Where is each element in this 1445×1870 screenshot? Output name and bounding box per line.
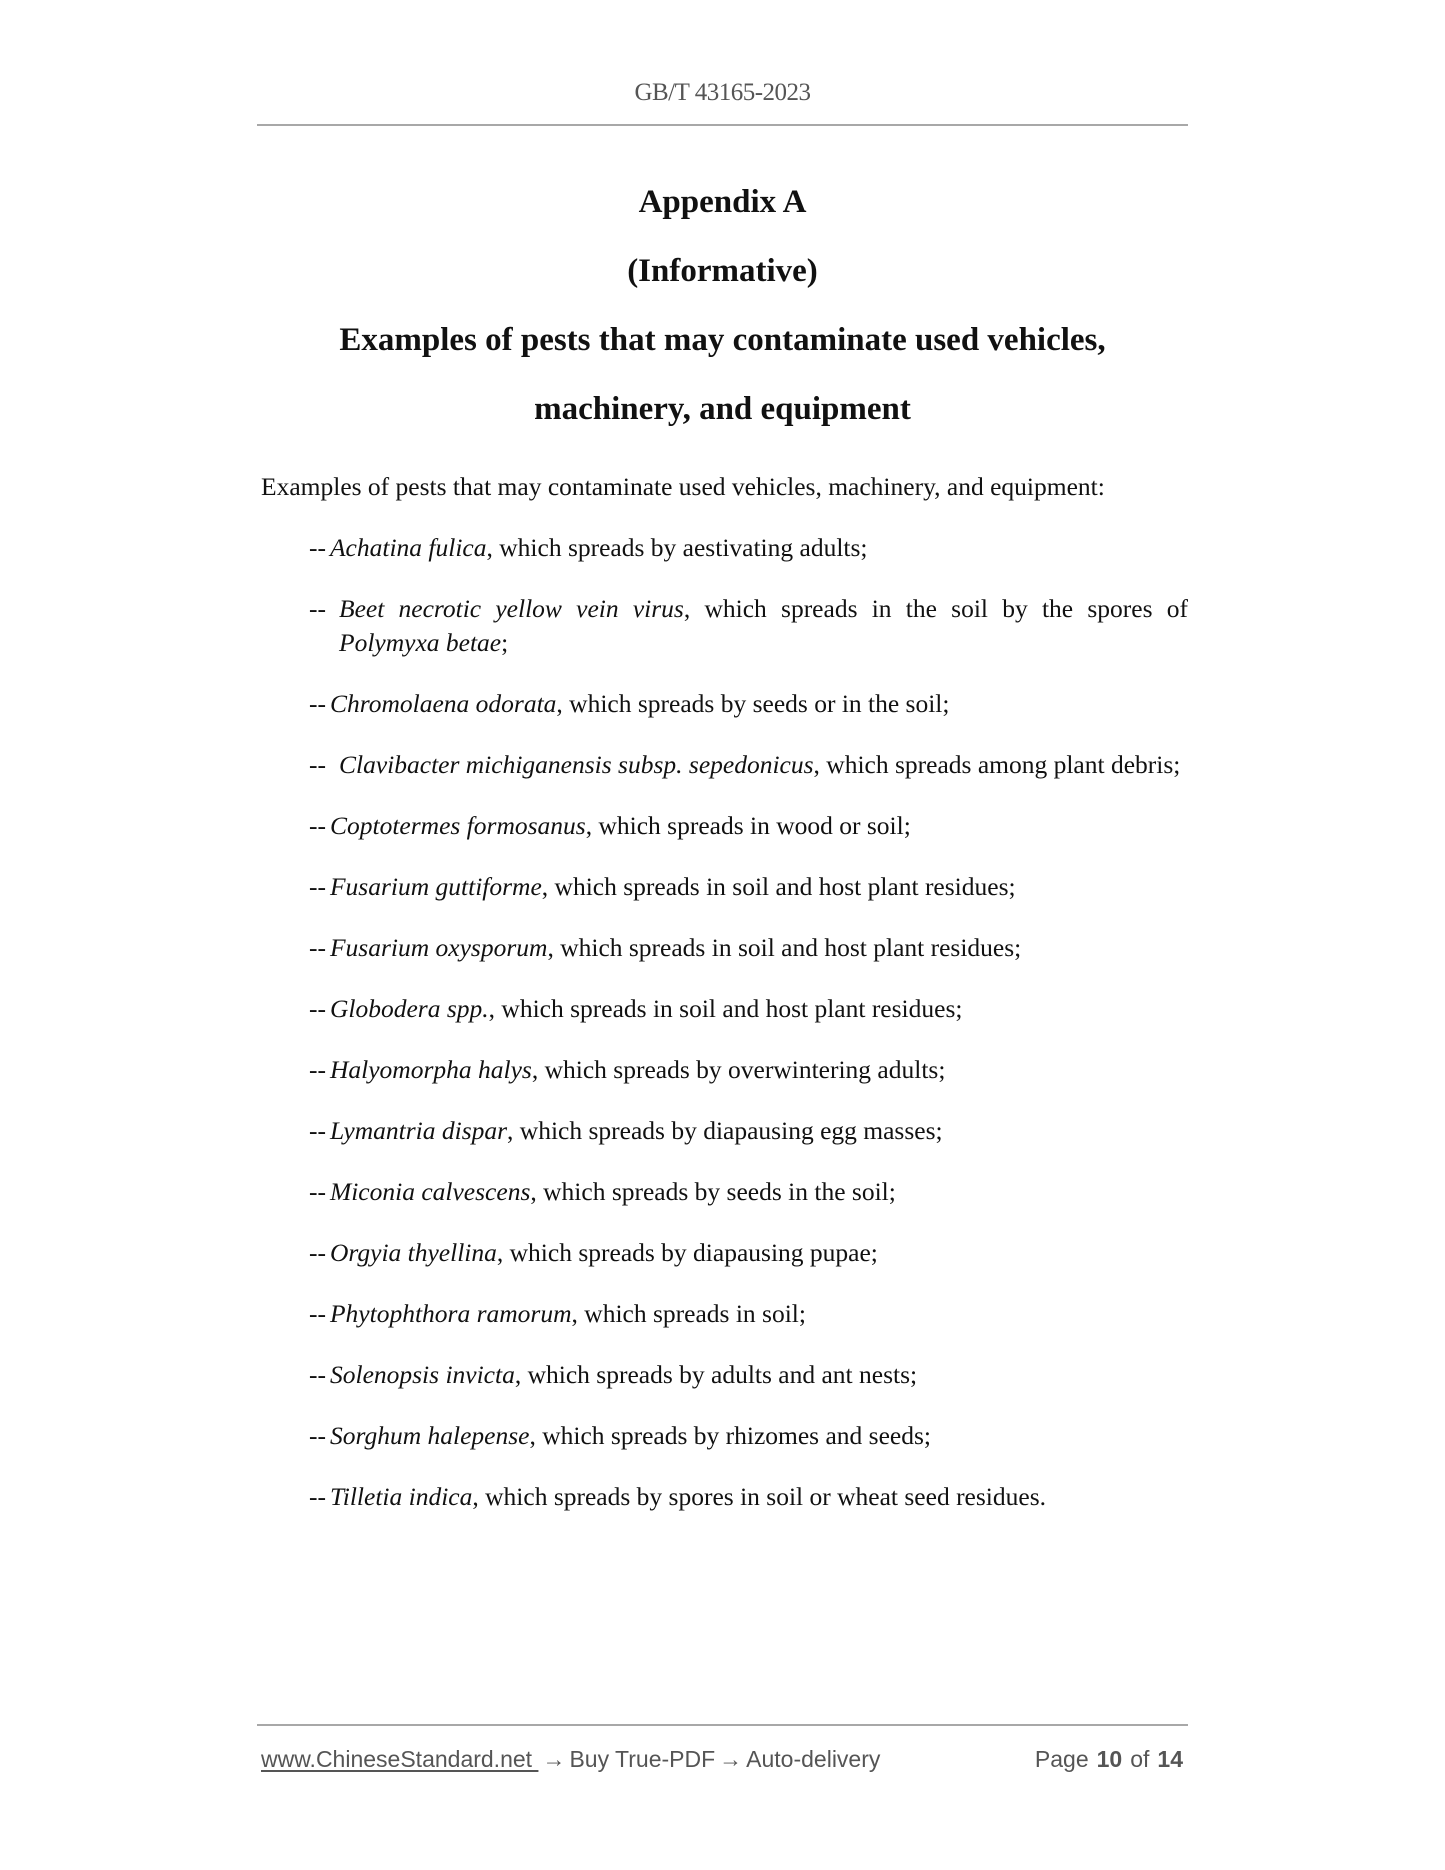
list-item xyxy=(261,870,1188,904)
item-description: , which spreads by overwintering adults; xyxy=(531,1055,946,1084)
bullet-dash: -- xyxy=(309,1116,326,1145)
species-name: Fusarium oxysporum xyxy=(329,933,548,962)
species-name: Orgyia thyellina xyxy=(329,1238,497,1267)
item-description: , which spreads by aestivating adults; xyxy=(486,533,868,562)
standard-code: GB/T 43165-2023 xyxy=(634,79,811,106)
species-name: Tilletia indica xyxy=(329,1482,473,1511)
item-description: , which spreads in soil; xyxy=(571,1299,806,1328)
item-description: , which spreads by diapausing egg masses; xyxy=(507,1116,943,1145)
list-item xyxy=(261,1236,1188,1270)
list-item xyxy=(261,1297,1188,1331)
page-label: Page xyxy=(1034,1746,1089,1772)
current-page: 10 xyxy=(1096,1746,1123,1772)
bullet-dash: -- xyxy=(309,1177,326,1206)
list-item xyxy=(261,687,1188,721)
body-content xyxy=(261,470,1188,1541)
species-name: Achatina fulica xyxy=(329,533,487,562)
list-item xyxy=(261,1480,1188,1514)
bullet-dash: -- xyxy=(309,933,326,962)
list-item xyxy=(261,1114,1188,1148)
item-description: , which spreads in soil and host plant residues; xyxy=(488,994,963,1023)
species-name: Halyomorpha halys xyxy=(329,1055,532,1084)
species-name: Solenopsis invicta xyxy=(329,1360,515,1389)
bullet-dash: -- xyxy=(309,872,326,901)
item-description: , which spreads among plant debris; xyxy=(813,750,1181,779)
appendix-title xyxy=(257,180,1188,456)
bullet-dash: -- xyxy=(309,994,326,1023)
list-item xyxy=(261,1358,1188,1392)
item-description: , which spreads by seeds or in the soil; xyxy=(556,689,950,718)
list-item xyxy=(261,931,1188,965)
item-description: , which spreads by diapausing pupae; xyxy=(496,1238,878,1267)
item-description: , which spreads in soil and host plant residues; xyxy=(547,933,1022,962)
bullet-dash: -- xyxy=(309,811,326,840)
species-name: Clavibacter michiganensis subsp. sepedonicus xyxy=(339,750,814,779)
item-description: , which spreads in wood or soil; xyxy=(585,811,911,840)
footer-promo xyxy=(261,1744,880,1774)
total-pages: 14 xyxy=(1157,1746,1183,1772)
item-description: , which spreads in soil and host plant residues; xyxy=(541,872,1016,901)
species-name: Lymantria dispar xyxy=(329,1116,508,1145)
header-divider xyxy=(257,124,1188,126)
page-footer xyxy=(257,1724,1188,1784)
appendix-heading-line-2: machinery, and equipment xyxy=(534,391,911,427)
appendix-label: Appendix A xyxy=(638,184,807,220)
species-name-secondary: Polymyxa betae xyxy=(339,628,502,657)
list-item xyxy=(261,748,1188,782)
item-description: , which spreads by seeds in the soil; xyxy=(530,1177,896,1206)
item-description: , which spreads by adults and ant nests; xyxy=(514,1360,918,1389)
list-item xyxy=(261,1175,1188,1209)
bullet-dash: -- xyxy=(309,1421,326,1450)
page-header xyxy=(257,0,1188,126)
intro-paragraph: Examples of pests that may contaminate used vehicles, machinery, and equipment: xyxy=(261,472,1105,501)
bullet-dash: -- xyxy=(309,1238,326,1267)
pest-list xyxy=(261,531,1188,1514)
bullet-dash: -- xyxy=(309,689,326,718)
bullet-dash: -- xyxy=(309,533,326,562)
list-item xyxy=(261,1419,1188,1453)
page-number xyxy=(1035,1744,1183,1774)
bullet-dash: -- xyxy=(309,1360,326,1389)
appendix-type: (Informative) xyxy=(627,253,818,289)
list-item xyxy=(261,1053,1188,1087)
bullet-dash: -- xyxy=(309,1299,326,1328)
species-name: Phytophthora ramorum xyxy=(329,1299,572,1328)
species-name: Sorghum halepense xyxy=(329,1421,530,1450)
delivery-label: Auto-delivery xyxy=(746,1746,881,1772)
bullet-dash: -- xyxy=(309,1482,326,1511)
bullet-dash: -- xyxy=(309,750,326,779)
item-description: , which spreads by spores in soil or wheat seed residues. xyxy=(472,1482,1047,1511)
item-description: , which spreads in the soil by the spores of xyxy=(683,594,1188,623)
item-description-end: ; xyxy=(501,628,509,657)
bullet-dash: -- xyxy=(309,1055,326,1084)
arrow-right-icon: → xyxy=(542,1746,566,1772)
species-name: Fusarium guttiforme xyxy=(329,872,542,901)
species-name: Coptotermes formosanus xyxy=(329,811,586,840)
footer-divider xyxy=(257,1724,1188,1726)
item-description: , which spreads by rhizomes and seeds; xyxy=(529,1421,931,1450)
list-item xyxy=(261,592,1188,660)
buy-label: Buy True-PDF xyxy=(569,1746,716,1772)
species-name: Chromolaena odorata xyxy=(329,689,557,718)
species-name: Beet necrotic yellow vein virus xyxy=(339,594,684,623)
site-link[interactable]: www.ChineseStandard.net xyxy=(261,1746,539,1772)
list-item xyxy=(261,992,1188,1026)
species-name: Globodera spp. xyxy=(329,994,489,1023)
list-item xyxy=(261,531,1188,565)
appendix-heading-line-1: Examples of pests that may contaminate used vehicles, xyxy=(339,322,1106,358)
of-label: of xyxy=(1130,1746,1150,1772)
bullet-dash: -- xyxy=(309,594,326,623)
arrow-right-icon: → xyxy=(719,1746,743,1772)
list-item xyxy=(261,809,1188,843)
species-name: Miconia calvescens xyxy=(329,1177,531,1206)
